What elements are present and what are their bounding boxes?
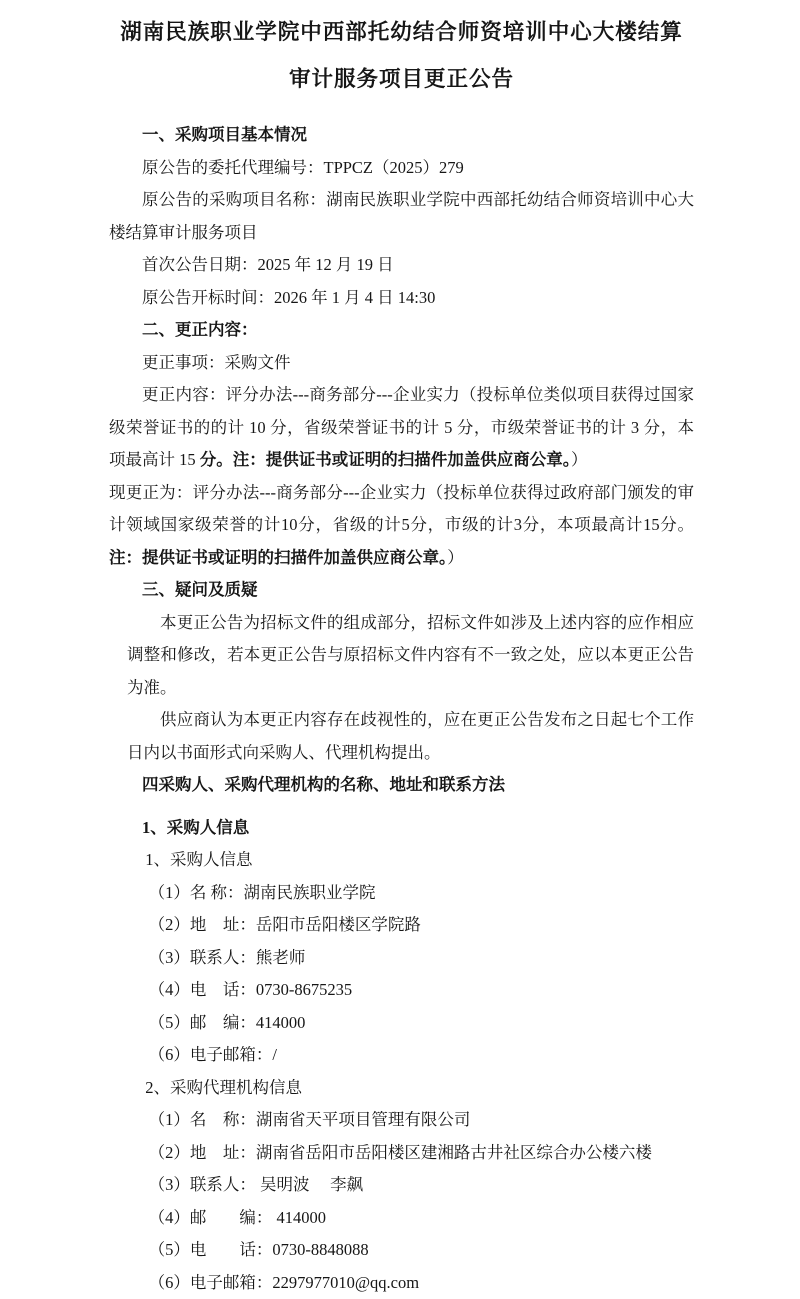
agency-name-line: （1）名 称：湖南省天平项目管理有限公司 <box>109 1104 694 1137</box>
correction-original-tail: ） <box>571 450 588 469</box>
para-inquiry-2: 供应商认为本更正内容存在歧视性的，应在更正公告发布之日起七个工作日内以书面形式向采购人、代理机构提出。 <box>127 704 694 769</box>
para-correction-new <box>109 477 694 575</box>
purchaser-phone-line: （4）电 话：0730-8675235 <box>109 974 694 1007</box>
section-4-heading: 四采购人、采购代理机构的名称、地址和联系方法 <box>109 769 694 802</box>
para-bid-opening-time: 原公告开标时间：2026 年 1 月 4 日 14:30 <box>109 282 694 315</box>
purchaser-postcode-line: （5）邮 编：414000 <box>109 1007 694 1040</box>
para-first-announce-date: 首次公告日期：2025 年 12 月 19 日 <box>109 249 694 282</box>
correction-original-text: 更正内容：评分办法---商务部分---企业实力（投标单位类似项目获得过国家级荣誉证书的的计 10 分，省级荣誉证书的计 5 分，市级荣誉证书的计 3 分，本项最高计 15 <box>109 385 694 469</box>
section-2-heading: 二、更正内容： <box>109 314 694 347</box>
para-correction-original <box>109 379 694 477</box>
agency-postcode-line: （4）邮 编： 414000 <box>109 1202 694 1235</box>
para-inquiry-1: 本更正公告为招标文件的组成部分，招标文件如涉及上述内容的应作相应调整和修改，若本更正公告与原招标文件内容有不一致之处，应以本更正公告为准。 <box>127 607 694 705</box>
agency-email-line: （6）电子邮箱：2297977010@qq.com <box>109 1267 694 1299</box>
purchaser-name-line: （1）名 称：湖南民族职业学院 <box>109 877 694 910</box>
correction-new-tail: ） <box>447 548 464 567</box>
agency-info-heading: 2、采购代理机构信息 <box>109 1072 694 1105</box>
title-line-2: 审计服务项目更正公告 <box>289 67 514 91</box>
agency-contact-line: （3）联系人： 吴明波 李飙 <box>109 1169 694 1202</box>
correction-original-note: 分。注：提供证书或证明的扫描件加盖供应商公章。 <box>200 450 571 469</box>
purchaser-address-line: （2）地 址：岳阳市岳阳楼区学院路 <box>109 909 694 942</box>
para-agent-code: 原公告的委托代理编号：TPPCZ（2025）279 <box>109 152 694 185</box>
title-line-1: 湖南民族职业学院中西部托幼结合师资培训中心大楼结算 <box>120 20 683 44</box>
agency-address-line: （2）地 址：湖南省岳阳市岳阳楼区建湘路古井社区综合办公楼六楼 <box>109 1137 694 1170</box>
purchaser-info-heading: 1、采购人信息 <box>109 812 694 845</box>
para-project-name: 原公告的采购项目名称：湖南民族职业学院中西部托幼结合师资培训中心大楼结算审计服务项目 <box>109 184 694 249</box>
para-correction-item: 更正事项：采购文件 <box>109 347 694 380</box>
page-title <box>109 9 694 103</box>
correction-new-note: 注：提供证书或证明的扫描件加盖供应商公章。 <box>109 548 447 567</box>
purchaser-contact-line: （3）联系人：熊老师 <box>109 942 694 975</box>
section-1-heading: 一、采购项目基本情况 <box>109 119 694 152</box>
agency-phone-line: （5）电 话：0730-8848088 <box>109 1234 694 1267</box>
purchaser-email-line: （6）电子邮箱：/ <box>109 1039 694 1072</box>
correction-new-text: 现更正为：评分办法---商务部分---企业实力（投标单位获得过政府部门颁发的审计领域国家级荣誉的计10分，省级的计5分，市级的计3分，本项最高计15分。 <box>109 483 694 535</box>
purchaser-info-subheading: 1、采购人信息 <box>109 844 694 877</box>
section-3-heading: 三、疑问及质疑 <box>109 574 694 607</box>
